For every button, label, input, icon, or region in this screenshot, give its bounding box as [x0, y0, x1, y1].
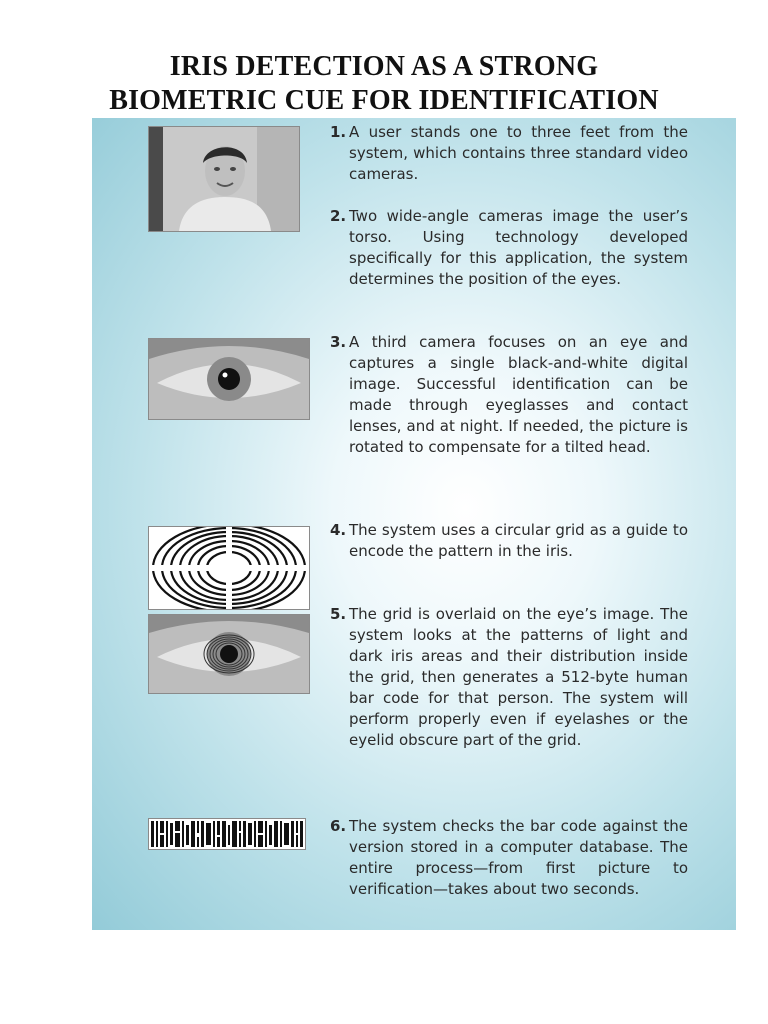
step-6 — [330, 816, 688, 900]
step-text: The grid is overlaid on the eye’s image. The system looks at the patterns of light and dark iris areas and their distribution inside the grid, then generates a 512-byte human bar code for that person. The system will perform properly even if eyelashes or the eyelid obscure part of the grid. — [349, 605, 688, 749]
info-panel — [92, 118, 736, 930]
step-2 — [330, 206, 688, 290]
circular-grid-image — [148, 526, 310, 610]
step-text: The system uses a circular grid as a guide to encode the pattern in the iris. — [349, 521, 688, 560]
step-number: 4. — [330, 521, 347, 539]
iris-barcode-image — [148, 818, 306, 850]
user-portrait-image — [148, 126, 300, 232]
step-number: 6. — [330, 817, 347, 835]
page-title — [0, 50, 768, 118]
step-1 — [330, 122, 688, 185]
step-number: 3. — [330, 333, 347, 351]
title-line-2: BIOMETRIC CUE FOR IDENTIFICATION — [109, 85, 659, 116]
eye-closeup-image — [148, 338, 310, 420]
eye-with-grid-image — [148, 614, 310, 694]
step-text: A user stands one to three feet from the system, which contains three standard video cameras. — [349, 123, 688, 183]
step-number: 2. — [330, 207, 347, 225]
step-text: A third camera focuses on an eye and captures a single black-and-white digital image. Successful identification can be made through eyeglasses and contact lenses, and at night. If needed, the picture is rotated to compensate for a tilted head. — [349, 333, 688, 456]
title-line-1: IRIS DETECTION AS A STRONG — [169, 51, 599, 82]
step-4 — [330, 520, 688, 562]
step-3 — [330, 332, 688, 458]
step-text: Two wide-angle cameras image the user’s torso. Using technology developed specifically for this application, the system determines the position of the eyes. — [349, 207, 688, 288]
step-5 — [330, 604, 688, 751]
step-text: The system checks the bar code against the version stored in a computer database. The entire process—from first picture to verification—takes about two seconds. — [349, 817, 688, 898]
step-number: 1. — [330, 123, 347, 141]
step-number: 5. — [330, 605, 347, 623]
